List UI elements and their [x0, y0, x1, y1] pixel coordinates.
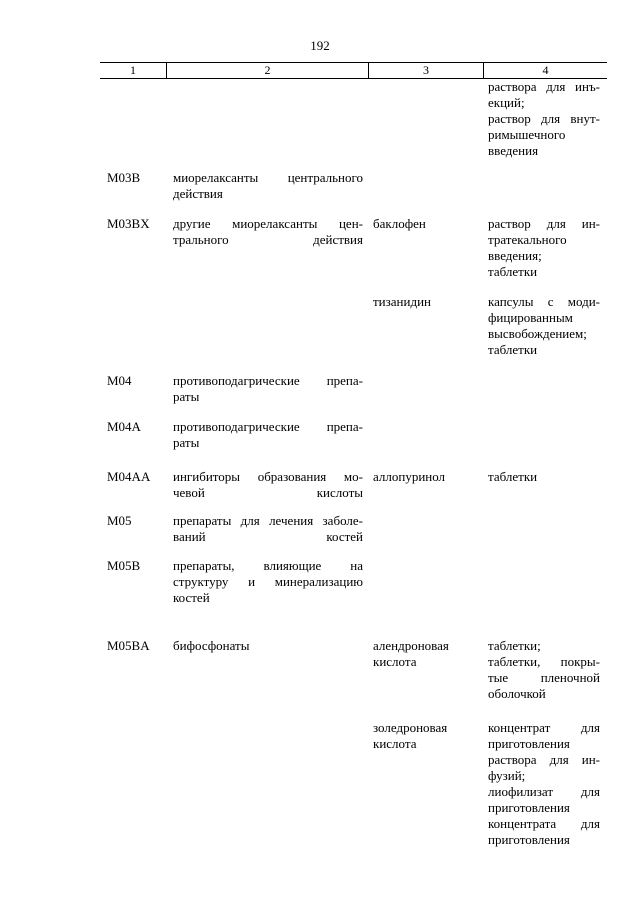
text-line: золедроновая [373, 720, 448, 735]
text-line: ингибиторы образования мо- [173, 469, 363, 484]
text-line: таблетки [488, 469, 538, 484]
text-line: кислота [373, 654, 417, 669]
group-name-cell [173, 373, 363, 405]
text-line: тые пленочной [488, 670, 600, 685]
text-line: действия [173, 186, 223, 201]
dosage-form-cell [488, 294, 600, 358]
text-line: противоподагрические препа- [173, 419, 363, 434]
text-line: таблетки; [488, 638, 541, 653]
drug-name-cell [373, 216, 479, 232]
text-line: миорелаксанты центрального [173, 170, 363, 185]
text-line: раствора для инъ- [488, 79, 600, 94]
text-line: концентрата для [488, 816, 600, 831]
dosage-form-cell [488, 720, 600, 848]
group-name-cell [173, 513, 363, 545]
text-line: раты [173, 435, 200, 450]
text-line: капсулы с моди- [488, 294, 600, 309]
text-line: препараты для лечения заболе- [173, 513, 363, 528]
text-line: бифосфонаты [173, 638, 250, 653]
header-col-4: 4 [542, 63, 549, 77]
table-header [100, 62, 607, 79]
drug-name-cell [373, 638, 479, 670]
text-line: аллопуринол [373, 469, 446, 484]
text-line: кислота [373, 736, 417, 751]
text-line: концентрат для [488, 720, 600, 735]
text-line: тизанидин [373, 294, 431, 309]
text-line: таблетки [488, 342, 538, 357]
text-line: оболочкой [488, 686, 546, 701]
text-line: таблетки [488, 264, 538, 279]
header-col-1: 1 [130, 63, 136, 77]
text-line: чевой кислоты [173, 485, 363, 500]
text-line: екций; [488, 95, 525, 110]
drug-name-cell [373, 469, 479, 485]
atc-code: M05 [107, 513, 132, 528]
dosage-form-cell [488, 638, 600, 702]
text-line: противоподагрические препа- [173, 373, 363, 388]
text-line: приготовления [488, 800, 570, 815]
group-name-cell [173, 558, 363, 606]
text-line: структуру и минерализацию [173, 574, 363, 589]
group-name-cell [173, 419, 363, 451]
text-line: высвобождением; [488, 326, 587, 341]
text-line: раствор для внут- [488, 111, 600, 126]
text-line: тратекального [488, 232, 567, 247]
text-line: другие миорелаксанты цен- [173, 216, 363, 231]
page-number: 192 [310, 38, 330, 53]
group-name-cell [173, 170, 363, 202]
text-line: лиофилизат для [488, 784, 600, 799]
atc-code: M05B [107, 558, 141, 573]
text-line: костей [173, 590, 210, 605]
text-line: препараты, влияющие на [173, 558, 363, 573]
dosage-form-cell [488, 79, 600, 159]
text-line: римышечного [488, 127, 566, 142]
text-line: раты [173, 389, 200, 404]
text-line: баклофен [373, 216, 426, 231]
atc-code: M03BX [107, 216, 150, 231]
text-line: фицированным [488, 310, 573, 325]
group-name-cell [173, 216, 363, 248]
atc-code: M04 [107, 373, 132, 388]
drug-name-cell [373, 294, 479, 310]
text-line: ваний костей [173, 529, 363, 544]
text-line: раствор для ин- [488, 216, 600, 231]
atc-code: M05BA [107, 638, 150, 653]
text-line: раствора для ин- [488, 752, 600, 767]
text-line: таблетки, покры- [488, 654, 600, 669]
text-line: введения [488, 143, 539, 158]
drug-name-cell [373, 720, 479, 752]
text-line: введения; [488, 248, 542, 263]
dosage-form-cell [488, 216, 600, 280]
text-line: алендроновая [373, 638, 449, 653]
atc-code: M04A [107, 419, 141, 434]
dosage-form-cell [488, 469, 600, 485]
header-col-3: 3 [423, 63, 429, 77]
text-line: приготовления [488, 832, 570, 847]
group-name-cell [173, 469, 363, 501]
atc-code: M03B [107, 170, 141, 185]
atc-code: M04AA [107, 469, 151, 484]
text-line: приготовления [488, 736, 570, 751]
group-name-cell [173, 638, 363, 654]
text-line: трального действия [173, 232, 363, 247]
text-line: фузий; [488, 768, 526, 783]
header-col-2: 2 [264, 63, 271, 77]
